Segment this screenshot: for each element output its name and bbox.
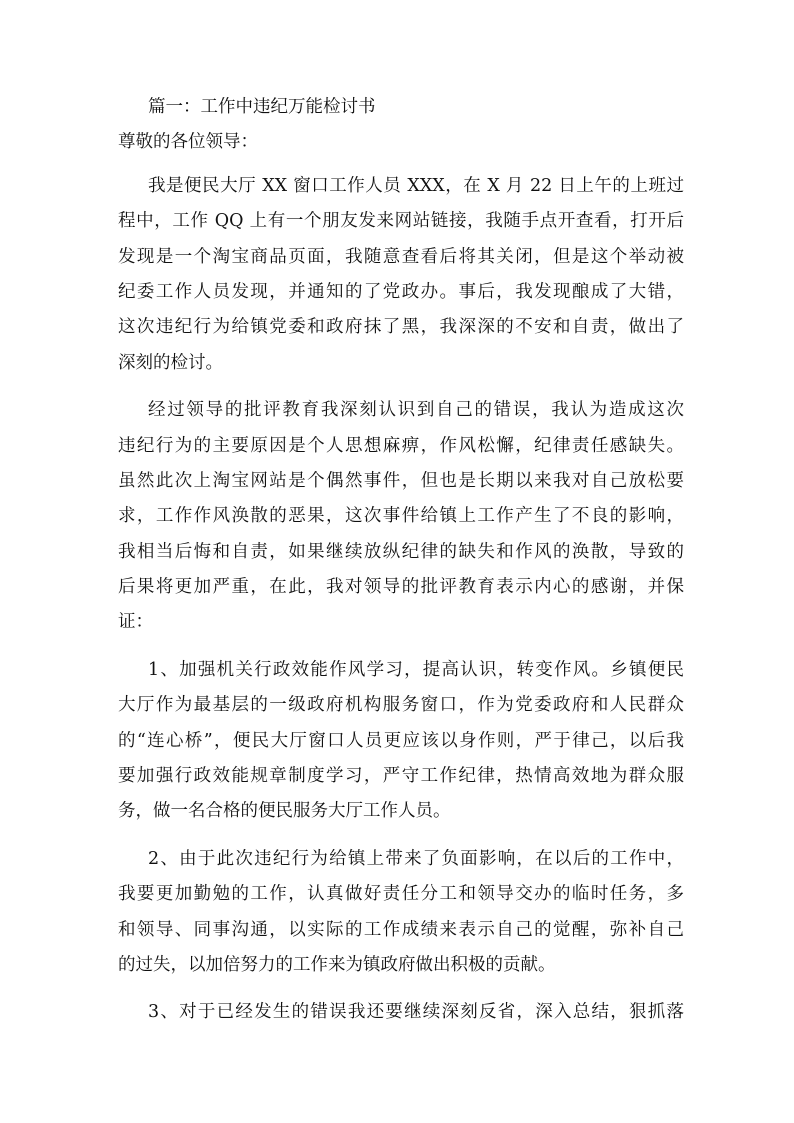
document-body <box>118 90 684 1031</box>
paragraph-line: 后果将更加严重，在此，我对领导的批评教育表示内心的感谢，并保 <box>118 577 684 598</box>
paragraph-line: 证： <box>118 612 153 633</box>
paragraph-2 <box>118 393 684 641</box>
paragraph-line: 纪委工作人员发现，并通知的了党政办。事后，我发现酿成了大错， <box>118 281 684 302</box>
paragraph-3 <box>118 653 684 830</box>
paragraph-line: 虽然此次上淘宝网站是个偶然事件，但也是长期以来我对自己放松要 <box>118 470 684 491</box>
spacer <box>118 641 684 653</box>
paragraph-line: 我相当后悔和自责，如果继续放纵纪律的缺失和作风的涣散，导致的 <box>118 541 684 562</box>
paragraph-line: 和领导、同事沟通，以实际的工作成绩来表示自己的觉醒，弥补自己 <box>118 919 684 940</box>
paragraph-line: 要加强行政效能规章制度学习，严守工作纪律，热情高效地为群众服 <box>118 766 684 787</box>
paragraph-4 <box>118 842 684 984</box>
document-title: 篇一：工作中违纪万能检讨书 <box>148 97 376 117</box>
spacer <box>118 381 684 393</box>
paragraph-5 <box>118 995 684 1030</box>
spacer <box>118 830 684 842</box>
paragraph-line: 我要更加勤勉的工作，认真做好责任分工和领导交办的临时任务，多 <box>118 884 684 905</box>
paragraph-line: 1、加强机关行政效能作风学习，提高认识，转变作风。乡镇便民 <box>148 659 684 680</box>
paragraph-line: 这次违纪行为给镇党委和政府抹了黑，我深深的不安和自责，做出了 <box>118 317 684 338</box>
paragraph-line: 2、由于此次违纪行为给镇上带来了负面影响，在以后的工作中， <box>148 848 684 869</box>
paragraph-line: 务，做一名合格的便民服务大厅工作人员。 <box>118 801 451 822</box>
paragraph-line: 的过失，以加倍努力的工作来为镇政府做出积极的贡献。 <box>118 954 556 975</box>
paragraph-line: 经过领导的批评教育我深刻认识到自己的错误，我认为造成这次 <box>148 400 684 421</box>
paragraph-line: 我是便民大厅 XX 窗口工作人员 XXX，在 X 月 22 日上午的上班过 <box>148 175 684 196</box>
salutation: 尊敬的各位领导： <box>118 132 258 153</box>
paragraph-1 <box>118 169 684 381</box>
paragraph-line: 程中，工作 QQ 上有一个朋友发来网站链接，我随手点开查看，打开后 <box>118 211 684 232</box>
paragraph-line: 3、对于已经发生的错误我还要继续深刻反省，深入总结，狠抓落 <box>148 1002 684 1023</box>
paragraph-line: 求，工作作风涣散的恶果，这次事件给镇上工作产生了不良的影响， <box>118 506 684 527</box>
paragraph-line: 大厅作为最基层的一级政府机构服务窗口，作为党委政府和人民群众 <box>118 695 684 716</box>
spacer <box>118 983 684 995</box>
paragraph-line: 发现是一个淘宝商品页面，我随意查看后将其关闭，但是这个举动被 <box>118 246 684 267</box>
paragraph-line: 深刻的检讨。 <box>118 352 223 373</box>
paragraph-line: 违纪行为的主要原因是个人思想麻痹，作风松懈，纪律责任感缺失。 <box>118 435 684 456</box>
spacer <box>118 161 684 169</box>
paragraph-line: 的“连心桥”，便民大厅窗口人员更应该以身作则，严于律己，以后我 <box>118 730 684 751</box>
